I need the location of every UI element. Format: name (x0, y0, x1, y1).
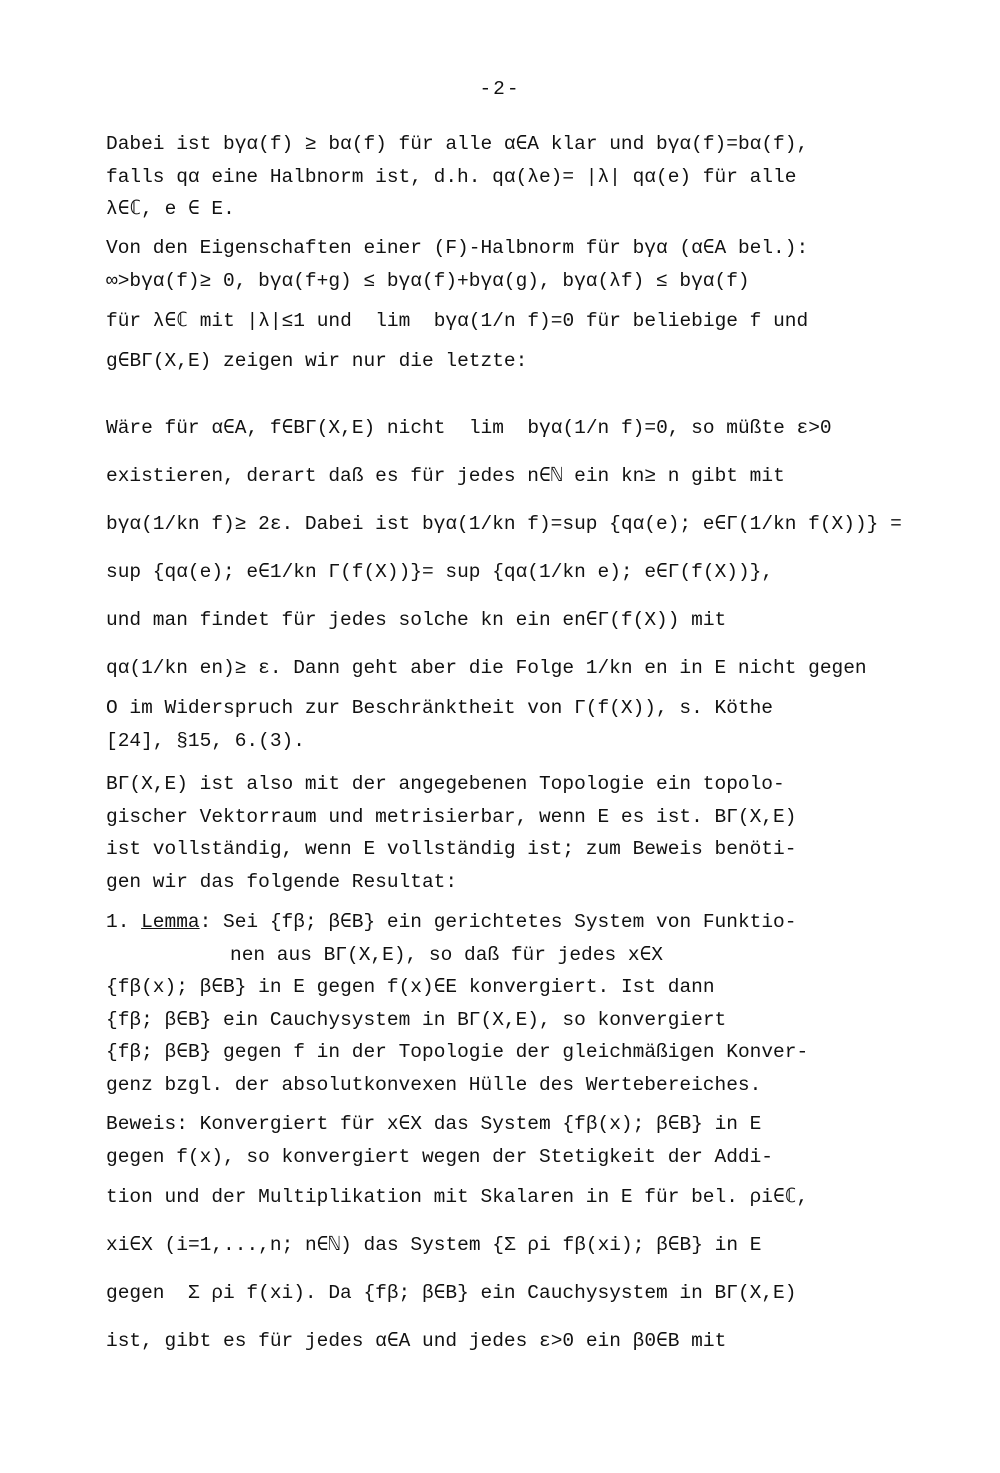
lemma-number: 1. (106, 911, 130, 933)
text-line: Dabei ist bγα(f) ≥ bα(f) für alle α∈A klar und bγα(f)=bα(f), (106, 133, 809, 155)
text-line: Von den Eigenschaften einer (F)-Halbnorm für bγα (α∈A bel.): (106, 237, 809, 259)
text-line: existieren, derart daß es für jedes n∈ℕ ein kn≥ n gibt mit (106, 465, 785, 487)
text-line: Beweis: Konvergiert für x∈X das System {fβ(x); β∈B} in E (106, 1113, 762, 1135)
text-line: gischer Vektorraum und metrisierbar, wenn E es ist. BΓ(X,E) (106, 805, 797, 828)
text-line: {fβ; β∈B} ein Cauchysystem in BΓ(X,E), so konvergiert (106, 1008, 727, 1031)
text-line: falls qα eine Halbnorm ist, d.h. qα(λe)= |λ| qα(e) für alle (106, 165, 797, 188)
text-line: xi∈X (i=1,...,n; n∈ℕ) das System {Σ ρi fβ(xi); β∈B} in E (106, 1234, 762, 1256)
page-number: -2- (479, 78, 521, 100)
lemma-block (106, 906, 876, 1101)
text-line: ist, gibt es für jedes α∈A und jedes ε>0 ein β0∈B mit (106, 1330, 727, 1352)
text-line: sup {qα(e); e∈1/kn Γ(f(X))}= sup {qα(1/kn e); e∈Γ(f(X))}, (106, 561, 774, 583)
lemma-heading-line (106, 906, 876, 939)
text-line: für λ∈ℂ mit |λ|≤1 und lim bγα(1/n f)=0 für beliebige f und (106, 310, 809, 332)
text-line: g∈BΓ(X,E) zeigen wir nur die letzte: (106, 350, 528, 372)
text-line: {fβ; β∈B} gegen f in der Topologie der gleichmäßigen Konver- (106, 1041, 809, 1063)
text-line: bγα(1/kn f)≥ 2ε. Dabei ist bγα(1/kn f)=sup {qα(e); e∈Γ(1/kn f(X))} = (106, 513, 902, 535)
text-line: und man findet für jedes solche kn ein en∈Γ(f(X)) mit (106, 609, 727, 631)
text-line: ist vollständig, wenn E vollständig ist; zum Beweis benöti- (106, 838, 797, 860)
paragraph-4 (106, 768, 876, 898)
text-line: nen aus BΓ(X,E), so daß für jedes x∈X (230, 943, 664, 966)
text-line: gen wir das folgende Resultat: (106, 870, 458, 893)
lemma-first-text: : Sei {fβ; β∈B} ein gerichtetes System von Funktio- (199, 911, 797, 933)
text-line: λ∈ℂ, e ∈ E. (106, 198, 235, 220)
text-line: ∞>bγα(f)≥ 0, bγα(f+g) ≤ bγα(f)+bγα(g), bγα(λf) ≤ bγα(f) (106, 269, 750, 292)
text-line: qα(1/kn en)≥ ε. Dann geht aber die Folge 1/kn en in E nicht gegen (106, 657, 867, 679)
text-line: tion und der Multiplikation mit Skalaren in E für bel. ρi∈ℂ, (106, 1186, 809, 1208)
paragraph-2 (106, 232, 876, 378)
text-line: Wäre für α∈A, f∈BΓ(X,E) nicht lim bγα(1/n f)=0, so müßte ε>0 (106, 417, 832, 439)
text-line: BΓ(X,E) ist also mit der angegebenen Topologie ein topolo- (106, 773, 785, 795)
paragraph-3 (106, 404, 902, 757)
text-line: O im Widerspruch zur Beschränktheit von Γ(f(X)), s. Köthe (106, 697, 774, 719)
text-line: genz bzgl. der absolutkonvexen Hülle des Wertebereiches. (106, 1073, 762, 1096)
lemma-label: Lemma (141, 911, 200, 933)
proof-block (106, 1108, 876, 1365)
text-line: {fβ(x); β∈B} in E gegen f(x)∈E konvergiert. Ist dann (106, 976, 715, 998)
paragraph-1 (106, 128, 876, 226)
text-line: gegen f(x), so konvergiert wegen der Stetigkeit der Addi- (106, 1145, 774, 1168)
text-line: gegen Σ ρi f(xi). Da {fβ; β∈B} ein Cauchysystem in BΓ(X,E) (106, 1282, 797, 1304)
text-line: [24], §15, 6.(3). (106, 729, 305, 752)
